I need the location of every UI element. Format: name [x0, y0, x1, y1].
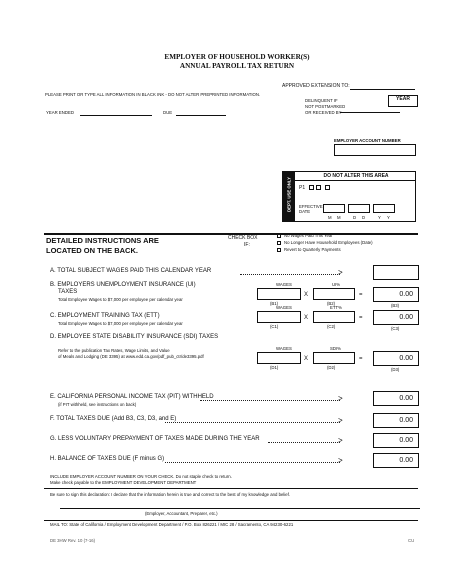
- c-wages-label: WAGES: [276, 305, 292, 310]
- p1-box[interactable]: [309, 185, 314, 190]
- line-h-leader: [165, 462, 340, 463]
- line-g-label: G. LESS VOLUNTARY PREPAYMENT OF TAXES MADE DURING THE YEAR: [50, 436, 260, 442]
- check-box-label: CHECK BOX: [228, 235, 258, 241]
- line-h-label: H. BALANCE OF TAXES DUE (F minus G): [50, 456, 165, 462]
- year-ended-line: [80, 115, 152, 116]
- check-box-if: IF:: [244, 242, 250, 248]
- b1-tag: (B1): [270, 301, 279, 306]
- digit-label-m2: M: [337, 215, 341, 220]
- line-e-leader: [200, 400, 340, 401]
- line-d-note-2: of Meals and Lodging (DE 3395) at www.edd.ca.gov/pdf_pub_ctr/de3395.pdf: [58, 354, 204, 359]
- b1-wages-field[interactable]: [257, 288, 301, 300]
- line-b-label: B. EMPLOYERS UNEMPLOYMENT INSURANCE (UI): [50, 282, 196, 288]
- digit-label-y2: Y: [387, 215, 390, 220]
- b3-amount-field[interactable]: 0.00: [373, 287, 419, 302]
- e-amount-field[interactable]: 0.00: [373, 391, 419, 406]
- c3-tag: (C3): [391, 326, 400, 331]
- due-label: DUE: [163, 110, 173, 115]
- p1-box-3[interactable]: [325, 185, 330, 190]
- employer-account-field[interactable]: [334, 144, 416, 156]
- d3-amount-field[interactable]: 0.00: [373, 351, 419, 366]
- c1-wages-field[interactable]: [257, 311, 301, 323]
- dept-use-area: [282, 171, 416, 222]
- or-received-label: OR RECEIVED BY: [305, 110, 342, 115]
- p1-box-2[interactable]: [316, 185, 321, 190]
- f-amount-field[interactable]: 0.00: [373, 413, 419, 428]
- line-c-note: Total Employee Wages to $7,000 per employee per calendar year: [58, 321, 183, 326]
- received-line: [340, 112, 400, 113]
- c3-amount-field[interactable]: 0.00: [373, 310, 419, 325]
- signature-line[interactable]: [60, 508, 420, 509]
- d3-tag: (D3): [391, 367, 400, 372]
- mail-to: MAIL TO: State of California / Employment Development Department / P.O. Box 826221 / MIC 28 / Sacramento, CA 94230-6221: [50, 522, 294, 527]
- option-no-wages: No Wages Paid This Year: [284, 233, 333, 238]
- line-g-leader: [268, 442, 340, 443]
- effective-date-yy[interactable]: [373, 204, 395, 213]
- b-ui-label: UI%: [332, 282, 341, 287]
- d-sdi-label: SDI%: [330, 346, 341, 351]
- form-title-line1: EMPLOYER OF HOUSEHOLD WORKER(S): [164, 53, 310, 61]
- option-revert-quarterly: Revert to Quarterly Payments: [284, 247, 341, 252]
- d1-wages-field[interactable]: [257, 352, 301, 364]
- c-x: X: [304, 315, 309, 321]
- d-x: X: [304, 356, 309, 362]
- line-h-arrow-icon: >: [338, 456, 343, 465]
- dept-divider: [295, 180, 416, 181]
- instructions-line2: LOCATED ON THE BACK.: [46, 246, 138, 255]
- line-b-note: Total Employee Wages to $7,000 per employee per calendar year: [58, 297, 183, 302]
- footer-note-1: INCLUDE EMPLOYER ACCOUNT NUMBER ON YOUR CHECK. Do not staple check to return.: [50, 474, 232, 479]
- instructions-line1: DETAILED INSTRUCTIONS ARE: [46, 236, 159, 245]
- g-amount-field[interactable]: 0.00: [373, 433, 419, 448]
- d-wages-label: WAGES: [276, 346, 292, 351]
- b-wages-label: WAGES: [276, 282, 292, 287]
- effective-date-dd[interactable]: [348, 204, 370, 213]
- footer-rule: [44, 488, 418, 489]
- d-eq: =: [359, 356, 363, 362]
- form-id: DE 3HW Rev. 10 (7-16): [50, 538, 96, 543]
- line-e-arrow-icon: >: [338, 394, 343, 403]
- do-not-alter-label: DO NOT ALTER THIS AREA: [323, 173, 389, 179]
- form-title-line2: ANNUAL PAYROLL TAX RETURN: [179, 62, 295, 70]
- not-postmarked-label: NOT POSTMARKED: [305, 104, 346, 109]
- due-line: [176, 115, 226, 116]
- year-label: YEAR: [389, 96, 417, 100]
- d2-tag: (D2): [327, 365, 336, 370]
- print-note: PLEASE PRINT OR TYPE ALL INFORMATION IN BLACK INK - DO NOT ALTER PREPRINTED INFORMATION.: [45, 92, 261, 97]
- c2-tag: (C2): [327, 324, 336, 329]
- line-d-label: D. EMPLOYEE STATE DISABILITY INSURANCE (SDI) TAXES: [50, 334, 219, 340]
- delinquent-label: DELINQUENT IF: [305, 98, 338, 103]
- mail-rule: [44, 520, 418, 521]
- line-a-arrow-icon: >: [338, 268, 343, 277]
- effective-date-mm[interactable]: [323, 204, 345, 213]
- sign-note: Be sure to sign this declaration: I declare that the information herein is true and correct to the best of my knowledge and belief.: [50, 492, 291, 497]
- year-ended-label: YEAR ENDED: [46, 110, 74, 115]
- h-amount-field[interactable]: 0.00: [373, 453, 419, 468]
- b2-rate-field[interactable]: [313, 288, 355, 300]
- line-g-arrow-icon: >: [338, 436, 343, 445]
- b2-tag: (B2): [327, 301, 336, 306]
- b-eq: =: [359, 292, 363, 298]
- footer-note-2: Make check payable to the EMPLOYMENT DEVELOPMENT DEPARTMENT: [50, 480, 197, 485]
- line-f-leader: [165, 422, 340, 423]
- line-a-leader: [240, 274, 340, 275]
- line-f-label: F. TOTAL TAXES DUE (Add B3, C3, D3, and E): [50, 416, 177, 422]
- signature-caption: (Employer, Accountant, Preparer, etc.): [145, 511, 218, 516]
- digit-label-m1: M: [328, 215, 332, 220]
- line-a-label: A. TOTAL SUBJECT WAGES PAID THIS CALENDAR YEAR: [50, 268, 212, 274]
- line-f-arrow-icon: >: [338, 416, 343, 425]
- line-a-amount-field[interactable]: [373, 265, 419, 280]
- checkbox-revert-quarterly[interactable]: [277, 248, 281, 252]
- approved-extension-label: APPROVED EXTENSION TO:: [282, 83, 350, 89]
- line-e-note: (if PIT withheld, see instructions on back): [58, 402, 137, 407]
- option-no-longer-employees: No Longer Have Household Employees (Date): [284, 240, 373, 245]
- effective-date-label: EFFECTIVE DATE: [299, 204, 323, 214]
- c1-tag: (C1): [270, 324, 279, 329]
- line-c-label: C. EMPLOYMENT TRAINING TAX (ETT): [50, 313, 160, 319]
- year-box[interactable]: [388, 95, 418, 107]
- employer-account-label: EMPLOYER ACCOUNT NUMBER: [334, 138, 401, 143]
- digit-label-d2: D: [362, 215, 366, 220]
- approved-extension-line: [350, 89, 415, 90]
- digit-label-y1: Y: [378, 215, 381, 220]
- c2-rate-field[interactable]: [313, 311, 355, 323]
- cu-code: CU: [408, 538, 415, 543]
- checkbox-no-wages[interactable]: [277, 234, 281, 238]
- line-b-label-2: TAXES: [58, 289, 78, 295]
- d2-rate-field[interactable]: [313, 352, 355, 364]
- line-d-note-1: Refer to the publication Tax Rates, Wage Limits, and Value: [58, 348, 170, 353]
- c-ett-label: ETT%: [330, 305, 342, 310]
- digit-label-d1: D: [353, 215, 357, 220]
- p1-label: P1: [299, 185, 306, 191]
- b-x: X: [304, 292, 309, 298]
- dept-use-only-label: DEPT. USE ONLY: [286, 177, 292, 212]
- d1-tag: (D1): [270, 365, 279, 370]
- checkbox-no-longer-employees[interactable]: [277, 241, 281, 245]
- line-e-label: E. CALIFORNIA PERSONAL INCOME TAX (PIT) WITHHELD: [50, 394, 214, 400]
- b3-tag: (B3): [391, 303, 400, 308]
- c-eq: =: [359, 315, 363, 321]
